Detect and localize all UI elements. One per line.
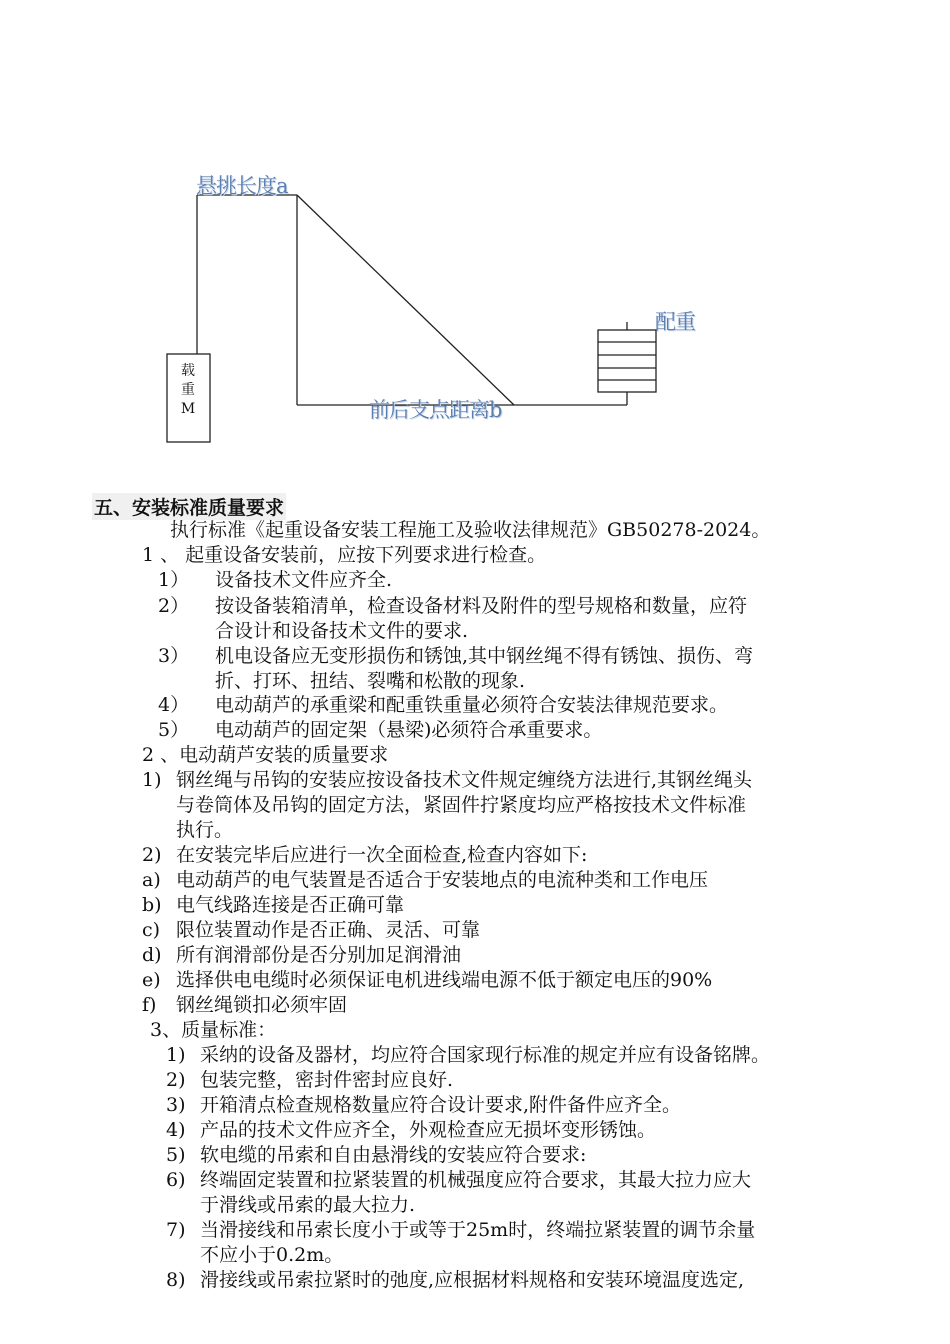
p2-item1-num: 1) [142,769,162,791]
p2-item2-num: 2) [142,844,162,866]
p3-item5-text: 软电缆的吊索和自由悬滑线的安装应符合要求: [200,1144,587,1166]
load-box-line1: 载 [181,363,195,379]
p1-item2-num: 2） [158,595,190,617]
check-e-num: e) [142,969,161,991]
check-c-num: c) [142,919,161,941]
p3-item1-num: 1) [166,1044,186,1066]
p3-item7-text2: 不应小于0.2m。 [200,1244,344,1266]
p3-item2-num: 2) [166,1069,186,1091]
load-box-line3: M [180,401,196,417]
p3-item7-text: 当滑接线和吊索长度小于或等于25m时，终端拉紧装置的调节余量 [200,1219,756,1241]
check-a-text: 电动葫芦的电气装置是否适合于安装地点的电流种类和工作电压 [176,869,709,891]
p3-item3-num: 3) [166,1094,186,1116]
load-box-line2: 重 [181,382,195,398]
load-box-label [167,362,209,419]
check-f-num: f) [142,994,157,1016]
p3-item3-text: 开箱清点检查规格数量应符合设计要求,附件备件应齐全。 [200,1094,682,1116]
p1-item5-num: 5） [158,719,190,741]
section-heading: 五、安装标准质量要求 [92,493,286,520]
check-d-text: 所有润滑部份是否分别加足润滑油 [176,944,462,966]
p2-item1-line2: 与卷筒体及吊钩的固定方法，紧固件拧紧度均应严格按技术文件标准 [176,794,747,816]
check-b-text: 电气线路连接是否正确可靠 [176,894,405,916]
check-c-text: 限位装置动作是否正确、灵活、可靠 [176,919,481,941]
p1-item3-num: 3） [158,645,190,667]
overhang-length-label: 悬挑长度a [196,174,288,198]
diagonal-brace [297,195,514,405]
p2-item1-line1: 钢丝绳与吊钩的安装应按设备技术文件规定缠绕方法进行,其钢丝绳头 [176,769,753,791]
p3-item6-num: 6) [166,1169,186,1191]
p1-item3-text2: 折、打环、扭结、裂嘴和松散的现象. [215,670,526,692]
part1-title: 1 、 起重设备安装前，应按下列要求进行检查。 [142,544,547,566]
counterweight-label: 配重 [655,310,695,334]
p3-item8-text: 滑接线或吊索拉紧时的弛度,应根据材料规格和安装环境温度选定, [200,1269,745,1291]
p3-item6-text: 终端固定装置和拉紧装置的机械强度应符合要求，其最大拉力应大 [200,1169,752,1191]
p1-item4-num: 4） [158,694,190,716]
p1-item2-text2: 合设计和设备技术文件的要求. [215,620,469,642]
check-d-num: d) [142,944,162,966]
p3-item5-num: 5) [166,1144,186,1166]
p1-item4-text: 电动葫芦的承重梁和配重铁重量必须符合安装法律规范要求。 [215,694,729,716]
part2-title: 2 、电动葫芦安装的质量要求 [142,744,389,766]
check-b-num: b) [142,894,162,916]
p1-item1-num: 1） [158,569,190,591]
p3-item2-text: 包装完整，密封件密封应良好. [200,1069,454,1091]
p3-item8-num: 8) [166,1269,186,1291]
p3-item7-num: 7) [166,1219,186,1241]
part3-title: 3、质量标准： [150,1019,277,1041]
p2-item2-text: 在安装完毕后应进行一次全面检查,检查内容如下: [176,844,588,866]
check-f-text: 钢丝绳锁扣必须牢固 [176,994,348,1016]
counterweight-stack [598,322,656,405]
p3-item4-text: 产品的技术文件应齐全，外观检查应无损坏变形锈蚀。 [200,1119,657,1141]
p2-item1-line3: 执行。 [176,819,234,841]
p3-item4-num: 4) [166,1119,186,1141]
intro-standard: 执行标准《起重设备安装工程施工及验收法律规范》GB50278-2024。 [170,519,771,541]
p1-item5-text: 电动葫芦的固定架（悬梁)必须符合承重要求。 [215,719,603,741]
p3-item6-text2: 于滑线或吊索的最大拉力. [200,1194,416,1216]
check-a-num: a) [142,869,161,891]
p1-item3-text: 机电设备应无变形损伤和锈蚀,其中钢丝绳不得有锈蚀、损伤、弯 [215,645,754,667]
check-e-text: 选择供电电缆时必须保证电机进线端电源不低于额定电压的90% [176,969,713,991]
p1-item2-text: 按设备装箱清单，检查设备材料及附件的型号规格和数量，应符 [215,595,748,617]
p1-item1-text: 设备技术文件应齐全. [215,569,393,591]
span-distance-label: 前后支点距离b [369,398,502,422]
p3-item1-text: 采纳的设备及器材，均应符合国家现行标准的规定并应有设备铭牌。 [200,1044,771,1066]
